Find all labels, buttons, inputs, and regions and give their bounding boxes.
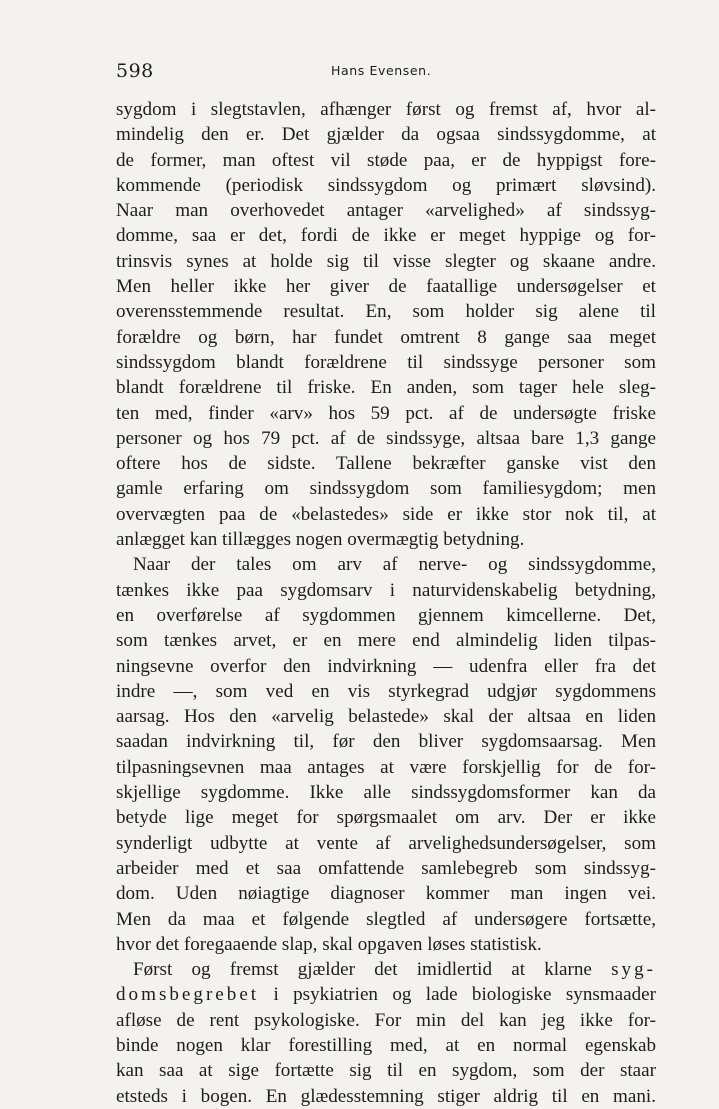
text-line: arbeider med et saa omfattende samlebegreb som sindssyg- — [116, 857, 656, 879]
text-line: blandt forældrene til friske. En anden, som tager hele sleg- — [116, 377, 656, 399]
text-line: overensstemmende resultat. En, som holder sig alene til — [116, 301, 656, 323]
page-header — [116, 60, 656, 86]
text-line: som tænkes arvet, er en mere end almindelig liden tilpas- — [116, 630, 656, 652]
text-line: sindssygdom blandt forældrene til sindssyge personer som — [116, 351, 656, 373]
text-line: afløse de rent psykologiske. For min del kan jeg ikke for- — [116, 1009, 656, 1031]
text-line: trinsvis synes at holde sig til visse slegter og skaane andre. — [116, 250, 656, 272]
text-line: forældre og børn, har fundet omtrent 8 gange saa meget — [116, 326, 656, 348]
text-line: tilpasningsevnen maa antages at være forskjellig for de for- — [116, 756, 656, 778]
text-line: en overførelse af sygdommen gjennem kimcellerne. Det, — [116, 604, 656, 626]
text-fragment: Først og fremst gjælder det imidlertid at klarne — [133, 959, 592, 981]
text-line: betyde lige meget for spørgsmaalet om arv. Der er ikke — [116, 807, 656, 829]
text-line: Naar der tales om arv af nerve- og sindssygdomme, — [133, 554, 656, 576]
running-head: Hans Evensen. — [331, 63, 432, 78]
text-line: synderligt udbytte at vente af arvelighedsundersøgelser, som — [116, 832, 656, 854]
text-line: dom. Uden nøiagtige diagnoser kommer man ingen vei. — [116, 883, 656, 905]
text-fragment: i psykiatrien og lade biologiske synsmaader — [273, 984, 656, 1006]
text-line: oftere hos de sidste. Tallene bekræfter ganske vist den — [116, 453, 656, 475]
text-line: overvægten paa de «belastedes» side er ikke stor nok til, at — [116, 503, 656, 525]
emphasis-spaced: domsbegrebet — [116, 984, 260, 1006]
text-line: personer og hos 79 pct. af de sindssyge, altsaa bare 1,3 gange — [116, 427, 656, 449]
text-line: saadan indvirkning til, før den bliver sygdomsaarsag. Men — [116, 731, 656, 753]
text-line: binde nogen klar forestilling med, at en normal egenskab — [116, 1034, 656, 1056]
text-line: skjellige sygdomme. Ikke alle sindssygdomsformer kan da — [116, 782, 656, 804]
text-line — [116, 957, 656, 982]
emphasis-spaced: syg- — [611, 959, 656, 981]
text-line: sygdom i slegtstavlen, afhænger først og fremst af, hvor al- — [116, 99, 656, 120]
text-line: indre —, som ved en vis styrkegrad udgjør sygdommens — [116, 680, 656, 702]
text-line: aarsag. Hos den «arvelig belastede» skal der altsaa en liden — [116, 706, 656, 728]
body-text — [116, 97, 656, 1109]
text-line: Naar man overhovedet antager «arvelighed» af sindssyg- — [116, 200, 656, 222]
text-line: de former, man oftest vil støde paa, er de hyppigst fore- — [116, 149, 656, 171]
text-line: kan saa at sige fortætte sig til en sygdom, som der staar — [116, 1060, 656, 1082]
text-line: Men heller ikke her giver de faatallige undersøgelser et — [116, 276, 656, 298]
text-line: domme, saa er det, fordi de ikke er meget hyppige og for- — [116, 225, 656, 247]
text-line: hvor det foregaaende slap, skal opgaven løses statistisk. — [116, 933, 542, 955]
text-line: mindelig den er. Det gjælder da ogsaa sindssygdomme, at — [116, 124, 656, 146]
text-line — [116, 982, 656, 1007]
page-number: 598 — [116, 60, 154, 82]
text-line: gamle erfaring om sindssygdom som familiesygdom; men — [116, 478, 656, 500]
text-line: Men da maa et følgende slegtled af undersøgere fortsætte, — [116, 908, 656, 930]
text-line: etsteds i bogen. En glædesstemning stiger aldrig til en mani. — [116, 1085, 656, 1107]
text-line: tænkes ikke paa sygdomsarv i naturvidenskabelig betydning, — [116, 579, 656, 601]
text-line: kommende (periodisk sindssygdom og primært sløvsind). — [116, 174, 656, 196]
text-line: ten med, finder «arv» hos 59 pct. af de undersøgte friske — [116, 402, 656, 424]
text-line: ningsevne overfor den indvirkning — udenfra eller fra det — [116, 655, 656, 677]
text-line: anlægget kan tillægges nogen overmægtig betydning. — [116, 529, 525, 551]
